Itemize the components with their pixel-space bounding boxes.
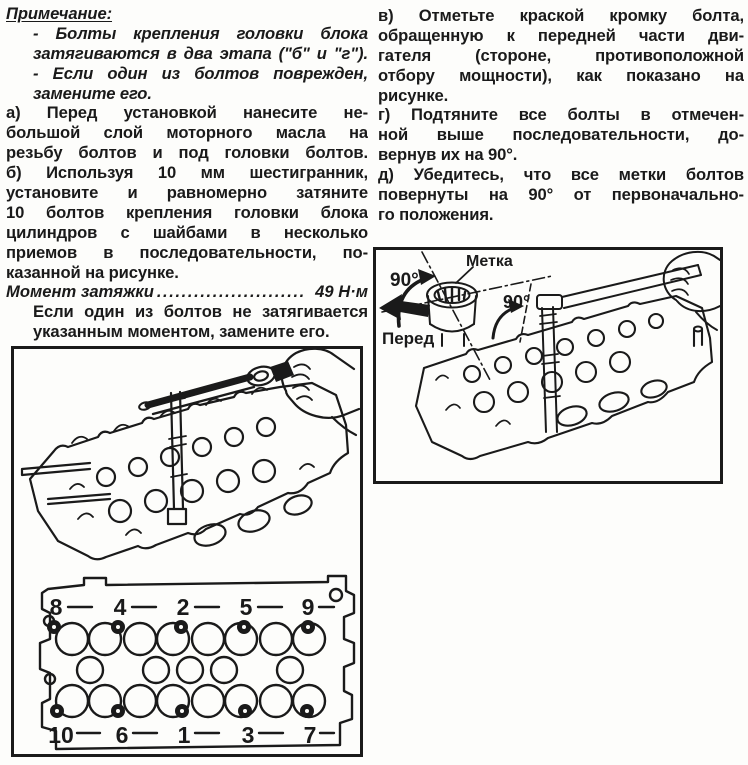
angle-label-left: 90°	[390, 270, 419, 291]
text-line: Если один из болтов не затягивается	[33, 302, 368, 322]
text-line: ной выше последовательности, до-	[378, 125, 744, 145]
sequence-number: 8	[49, 594, 63, 620]
torque-label: Момент затяжки	[6, 282, 154, 302]
text-line: гателя (стороне, противоположной	[378, 45, 744, 65]
torque-leader-dots: ........................	[156, 282, 306, 302]
text-line: приемов в последовательности, по-	[6, 242, 368, 262]
cylinder-head-perspective-art	[22, 383, 348, 559]
torque-note-block	[6, 302, 368, 342]
text-line: большой слой моторного масла на	[6, 123, 368, 143]
text-line: обращенную к передней части дви-	[378, 25, 744, 45]
text-line: - Болты крепления головки блока	[33, 23, 368, 43]
text-line: - Если один из болтов поврежден,	[33, 63, 368, 83]
tightening-sequence-art	[14, 349, 360, 754]
text-line: а) Перед установкой нанесите не-	[6, 103, 368, 123]
torque-spec-row	[6, 282, 368, 302]
figure-paint-mark	[373, 247, 723, 484]
sequence-number: 6	[115, 722, 129, 748]
left-column	[6, 4, 368, 342]
ratchet-wrench-art	[537, 252, 720, 432]
sequence-number: 9	[301, 594, 315, 620]
text-line: в) Отметьте краской кромку болта,	[378, 6, 744, 25]
text-line: 10 болтов крепления головки блока	[6, 202, 368, 222]
text-line: замените его.	[33, 83, 152, 103]
text-line: указанным моментом, замените его.	[33, 322, 330, 342]
figure-tightening-sequence	[11, 346, 363, 757]
right-column	[378, 6, 744, 225]
text-line: повернуты на 90° от первоначально-	[378, 185, 744, 205]
sequence-number: 5	[239, 594, 253, 620]
text-line: го положения.	[378, 204, 494, 224]
sequence-number: 2	[176, 594, 190, 620]
sequence-number: 4	[113, 594, 127, 620]
text-line: г) Подтяните все болты в отмечен-	[378, 105, 744, 125]
text-line: рисунке.	[378, 85, 449, 105]
torque-wrench-art	[138, 349, 359, 524]
text-line: установите и равномерно затяните	[6, 183, 368, 203]
front-label: Перед	[382, 329, 435, 348]
text-line: б) Используя 10 мм шестигранник,	[6, 163, 368, 183]
note-text-block	[6, 4, 368, 282]
mark-label: Метка	[466, 253, 513, 270]
text-line: Примечание:	[6, 4, 113, 23]
angle-label-right: 90°	[503, 292, 531, 312]
cylinder-head-art	[416, 296, 712, 459]
text-line: резьбу болтов и под головки болтов.	[6, 143, 368, 163]
text-line: казанной на рисунке.	[6, 262, 179, 282]
text-line: д) Убедитесь, что все метки болтов	[378, 165, 744, 185]
sequence-number: 10	[48, 722, 74, 748]
sequence-number: 3	[241, 722, 255, 748]
sequence-number: 7	[303, 722, 317, 748]
text-line: цилиндров с шайбами в несколько	[6, 222, 368, 242]
sequence-number: 1	[177, 722, 191, 748]
paint-mark-art	[376, 250, 720, 481]
text-line: вернув их на 90°.	[378, 145, 518, 165]
torque-value: 49 Н·м	[315, 282, 368, 302]
steps-text-block	[378, 6, 744, 225]
text-line: отбору мощности), как показано на	[378, 65, 744, 85]
text-line: затягиваются в два этапа ("б" и "г").	[33, 43, 368, 63]
